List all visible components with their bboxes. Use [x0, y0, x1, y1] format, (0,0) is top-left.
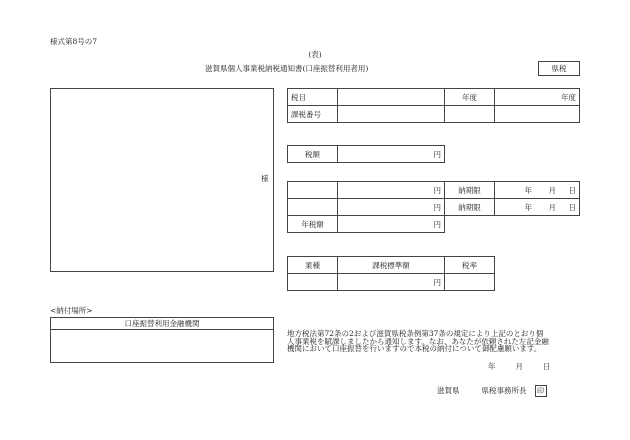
notice-line: 機関において口座振替を行いますので本税の納付について御配慮願います。	[287, 344, 542, 353]
table-row	[288, 182, 580, 199]
annual-tax-label: 年税額	[288, 216, 338, 233]
table-row	[288, 216, 580, 233]
table-row	[288, 274, 495, 291]
installments-table	[287, 181, 580, 233]
tax-base-header: 課税標準額	[338, 257, 445, 274]
tax-base-value: 円	[338, 274, 445, 291]
empty-cell	[445, 106, 495, 123]
table-row	[288, 199, 580, 216]
notice-line: 地方税法第72条の2および滋賀県税条例第37条の規定により上記のとおり個	[287, 329, 544, 338]
table-row	[288, 106, 580, 123]
date-year: 年	[524, 185, 532, 195]
due-date-value	[495, 182, 580, 199]
addressee-box	[50, 88, 274, 272]
payment-place-box	[50, 317, 274, 363]
tax-rate-header: 税率	[445, 257, 495, 274]
installment-label	[288, 199, 338, 216]
notice-text	[287, 330, 549, 353]
issue-date	[488, 363, 551, 371]
issuer-prefecture: 滋賀県	[437, 386, 460, 395]
installment-amount: 円	[338, 182, 445, 199]
tax-item-label: 税目	[288, 89, 338, 106]
tax-amount-value: 円	[338, 146, 445, 163]
form-number: 様式第8号の7	[50, 37, 98, 46]
business-type-value	[288, 274, 338, 291]
date-month: 月	[548, 202, 556, 212]
tax-item-value	[338, 89, 445, 106]
bank-header: 口座振替利用金融機関	[51, 318, 273, 330]
due-date-label: 納期限	[445, 199, 495, 216]
year-header: 年度	[445, 89, 495, 106]
table-row	[288, 257, 495, 274]
document-title: 滋賀県個人事業税納税通知書(口座振替利用者用)	[205, 64, 369, 73]
empty-cell	[495, 216, 580, 233]
tax-rate-value	[445, 274, 495, 291]
table-row	[288, 146, 445, 163]
installment-label	[288, 182, 338, 199]
tax-number-value	[338, 106, 445, 123]
due-date-label: 納期限	[445, 182, 495, 199]
date-day: 日	[568, 185, 576, 195]
date-year: 年	[524, 202, 532, 212]
date-day: 日	[543, 362, 551, 371]
table-row	[288, 89, 580, 106]
official-seal-mark: 印	[535, 385, 547, 397]
due-date-value	[495, 199, 580, 216]
tax-number-label: 課税番号	[288, 106, 338, 123]
tax-basis-table	[287, 256, 495, 291]
prefecture-tax-badge: 県税	[538, 61, 580, 76]
business-type-header: 業種	[288, 257, 338, 274]
tax-info-table	[287, 88, 580, 123]
date-day: 日	[568, 202, 576, 212]
date-year: 年	[488, 362, 496, 371]
date-month: 月	[548, 185, 556, 195]
issuer-office: 県税事務所長	[481, 386, 527, 395]
empty-cell	[445, 216, 495, 233]
front-marker: (表)	[308, 50, 322, 59]
notice-line: 人事業税を賦課しましたから通知します。なお、あなたが依頼された左記金融	[287, 336, 549, 346]
issuer-line	[437, 385, 547, 397]
year-value: 年度	[495, 89, 580, 106]
payment-place-heading: <納付場所>	[50, 306, 93, 315]
tax-amount-label: 税額	[288, 146, 338, 163]
date-month: 月	[515, 362, 523, 371]
annual-tax-value: 円	[338, 216, 445, 233]
empty-cell	[495, 106, 580, 123]
addressee-suffix: 様	[261, 174, 269, 183]
installment-amount: 円	[338, 199, 445, 216]
tax-amount-table	[287, 145, 445, 163]
